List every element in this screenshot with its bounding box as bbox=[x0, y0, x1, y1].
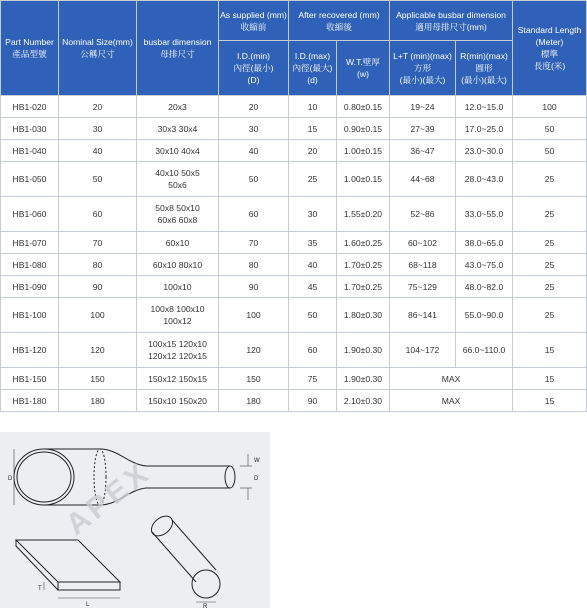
cell-busbar-dimension: 30x3 30x4 bbox=[137, 118, 219, 140]
cell-id-min: 50 bbox=[219, 162, 289, 197]
cell-square-range: 36~47 bbox=[390, 140, 456, 162]
cell-round-range: 23.0~30.0 bbox=[456, 140, 513, 162]
cell-standard-length: 25 bbox=[513, 276, 587, 298]
header-standard-length: Standard Length (Meter) 標準 長度(米) bbox=[513, 1, 587, 96]
cell-id-min: 40 bbox=[219, 140, 289, 162]
cell-wall-thickness: 2.10±0.30 bbox=[337, 390, 390, 412]
cell-part-number: HB1-100 bbox=[1, 298, 59, 333]
cell-square-range: 60~102 bbox=[390, 232, 456, 254]
cell-busbar-dimension: 60x10 bbox=[137, 232, 219, 254]
cell-nominal-size: 20 bbox=[59, 96, 137, 118]
cell-part-number: HB1-090 bbox=[1, 276, 59, 298]
cell-round-range: 33.0~55.0 bbox=[456, 197, 513, 232]
busbar-round bbox=[148, 512, 220, 598]
cell-id-min: 20 bbox=[219, 96, 289, 118]
cell-id-min: 150 bbox=[219, 368, 289, 390]
cell-wall-thickness: 1.60±0.25 bbox=[337, 232, 390, 254]
cell-round-range: 17.0~25.0 bbox=[456, 118, 513, 140]
header-id-max: I.D.(max) 內徑(最大) (d) bbox=[289, 41, 337, 96]
cell-id-min: 60 bbox=[219, 197, 289, 232]
cell-standard-length: 25 bbox=[513, 298, 587, 333]
cell-wall-thickness: 1.80±0.30 bbox=[337, 298, 390, 333]
cell-part-number: HB1-040 bbox=[1, 140, 59, 162]
table-row bbox=[1, 162, 587, 197]
cell-id-min: 70 bbox=[219, 232, 289, 254]
cell-standard-length: 25 bbox=[513, 162, 587, 197]
header-wall-thickness: W.T.壁厚 (w) bbox=[337, 41, 390, 96]
cell-id-min: 100 bbox=[219, 298, 289, 333]
cell-round-range: 38.0~65.0 bbox=[456, 232, 513, 254]
cell-part-number: HB1-020 bbox=[1, 96, 59, 118]
cell-standard-length: 50 bbox=[513, 140, 587, 162]
cell-wall-thickness: 1.55±0.20 bbox=[337, 197, 390, 232]
cell-square-range: 19~24 bbox=[390, 96, 456, 118]
header-as-supplied: As supplied (mm) 收縮前 bbox=[219, 1, 289, 41]
cell-id-max: 35 bbox=[289, 232, 337, 254]
cell-part-number: HB1-030 bbox=[1, 118, 59, 140]
cell-wall-thickness: 1.00±0.15 bbox=[337, 140, 390, 162]
cell-busbar-dimension: 100x15 120x10 120x12 120x15 bbox=[137, 333, 219, 368]
cell-nominal-size: 40 bbox=[59, 140, 137, 162]
cell-busbar-dimension: 40x10 50x5 50x6 bbox=[137, 162, 219, 197]
cell-nominal-size: 180 bbox=[59, 390, 137, 412]
cell-square-range: 27~39 bbox=[390, 118, 456, 140]
cell-wall-thickness: 1.00±0.15 bbox=[337, 162, 390, 197]
cell-id-max: 10 bbox=[289, 96, 337, 118]
label-t: T bbox=[38, 586, 42, 592]
table-row bbox=[1, 390, 587, 412]
tube-inner bbox=[17, 452, 71, 502]
table-row bbox=[1, 333, 587, 368]
cell-wall-thickness: 1.70±0.25 bbox=[337, 254, 390, 276]
cell-square-range: 75~129 bbox=[390, 276, 456, 298]
cell-id-max: 25 bbox=[289, 162, 337, 197]
header-busbar-dimension: busbar dimension 母排尺寸 bbox=[137, 1, 219, 96]
busbar-square bbox=[16, 540, 120, 590]
header-applicable-busbar: Applicable busbar dimension 適用母排尺寸(mm) bbox=[390, 1, 513, 41]
cell-applicable-max: MAX bbox=[390, 390, 513, 412]
cell-busbar-dimension: 60x10 80x10 bbox=[137, 254, 219, 276]
header-part-number: Part Number 產品型號 bbox=[1, 1, 59, 96]
cell-part-number: HB1-070 bbox=[1, 232, 59, 254]
table-row bbox=[1, 276, 587, 298]
cell-id-max: 20 bbox=[289, 140, 337, 162]
cell-id-max: 50 bbox=[289, 298, 337, 333]
cell-round-range: 66.0~110.0 bbox=[456, 333, 513, 368]
cell-nominal-size: 80 bbox=[59, 254, 137, 276]
cell-round-range: 28.0~43.0 bbox=[456, 162, 513, 197]
table-row bbox=[1, 232, 587, 254]
cell-id-max: 75 bbox=[289, 368, 337, 390]
brand-watermark: APEX bbox=[59, 455, 158, 542]
cell-square-range: 104~172 bbox=[390, 333, 456, 368]
cell-square-range: 44~68 bbox=[390, 162, 456, 197]
header-nominal-size: Nominal Size(mm) 公稱尺寸 bbox=[59, 1, 137, 96]
cell-part-number: HB1-050 bbox=[1, 162, 59, 197]
cell-busbar-dimension: 150x10 150x20 bbox=[137, 390, 219, 412]
cell-id-max: 30 bbox=[289, 197, 337, 232]
cell-round-range: 12.0~15.0 bbox=[456, 96, 513, 118]
table-row bbox=[1, 140, 587, 162]
label-d-big: D bbox=[8, 476, 13, 482]
cell-nominal-size: 100 bbox=[59, 298, 137, 333]
cell-applicable-max: MAX bbox=[390, 368, 513, 390]
cell-id-max: 60 bbox=[289, 333, 337, 368]
cell-id-min: 120 bbox=[219, 333, 289, 368]
cell-standard-length: 25 bbox=[513, 254, 587, 276]
cell-round-range: 43.0~75.0 bbox=[456, 254, 513, 276]
cell-standard-length: 15 bbox=[513, 368, 587, 390]
cell-wall-thickness: 1.70±0.25 bbox=[337, 276, 390, 298]
cell-square-range: 52~86 bbox=[390, 197, 456, 232]
cell-nominal-size: 90 bbox=[59, 276, 137, 298]
cell-busbar-dimension: 50x8 50x10 60x6 60x8 bbox=[137, 197, 219, 232]
cell-busbar-dimension: 100x10 bbox=[137, 276, 219, 298]
table-row bbox=[1, 96, 587, 118]
label-d-small: D bbox=[254, 476, 259, 482]
cell-nominal-size: 70 bbox=[59, 232, 137, 254]
cell-busbar-dimension: 150x12 150x15 bbox=[137, 368, 219, 390]
cell-part-number: HB1-150 bbox=[1, 368, 59, 390]
cell-wall-thickness: 0.80±0.15 bbox=[337, 96, 390, 118]
cell-wall-thickness: 0.90±0.15 bbox=[337, 118, 390, 140]
cell-nominal-size: 30 bbox=[59, 118, 137, 140]
cell-wall-thickness: 1.90±0.30 bbox=[337, 368, 390, 390]
cell-square-range: 68~118 bbox=[390, 254, 456, 276]
table-row bbox=[1, 118, 587, 140]
table-row bbox=[1, 197, 587, 232]
header-round-range: R(min)(max) 圓形 (最小)(最大) bbox=[456, 41, 513, 96]
cell-id-max: 15 bbox=[289, 118, 337, 140]
table-row bbox=[1, 254, 587, 276]
table-row bbox=[1, 298, 587, 333]
cell-standard-length: 50 bbox=[513, 118, 587, 140]
cell-nominal-size: 150 bbox=[59, 368, 137, 390]
cell-part-number: HB1-120 bbox=[1, 333, 59, 368]
cell-id-min: 80 bbox=[219, 254, 289, 276]
cell-square-range: 86~141 bbox=[390, 298, 456, 333]
table-row bbox=[1, 368, 587, 390]
spec-table-body bbox=[1, 96, 587, 412]
cell-standard-length: 100 bbox=[513, 96, 587, 118]
cell-standard-length: 15 bbox=[513, 390, 587, 412]
cell-id-min: 180 bbox=[219, 390, 289, 412]
cell-id-max: 40 bbox=[289, 254, 337, 276]
cell-part-number: HB1-080 bbox=[1, 254, 59, 276]
cell-id-max: 45 bbox=[289, 276, 337, 298]
cell-nominal-size: 120 bbox=[59, 333, 137, 368]
cell-standard-length: 25 bbox=[513, 232, 587, 254]
cell-id-max: 90 bbox=[289, 390, 337, 412]
cell-part-number: HB1-060 bbox=[1, 197, 59, 232]
cell-part-number: HB1-180 bbox=[1, 390, 59, 412]
cell-busbar-dimension: 100x8 100x10 100x12 bbox=[137, 298, 219, 333]
cell-busbar-dimension: 30x10 40x4 bbox=[137, 140, 219, 162]
cell-nominal-size: 60 bbox=[59, 197, 137, 232]
cell-round-range: 55.0~90.0 bbox=[456, 298, 513, 333]
header-after-recovered: After recovered (mm) 收縮後 bbox=[289, 1, 390, 41]
cell-standard-length: 15 bbox=[513, 333, 587, 368]
cell-id-min: 90 bbox=[219, 276, 289, 298]
tube-opening bbox=[14, 449, 74, 505]
cell-standard-length: 25 bbox=[513, 197, 587, 232]
header-square-range: L+T (min)(max) 方形 (最小)(最大) bbox=[390, 41, 456, 96]
header-id-min: I.D.(min) 內徑(最小) (D) bbox=[219, 41, 289, 96]
cell-nominal-size: 50 bbox=[59, 162, 137, 197]
label-r: R bbox=[203, 604, 208, 608]
label-w: W bbox=[254, 458, 260, 464]
cell-round-range: 48.0~82.0 bbox=[456, 276, 513, 298]
label-l: L bbox=[86, 602, 90, 608]
cell-id-min: 30 bbox=[219, 118, 289, 140]
cell-wall-thickness: 1.90±0.30 bbox=[337, 333, 390, 368]
cell-busbar-dimension: 20x3 bbox=[137, 96, 219, 118]
